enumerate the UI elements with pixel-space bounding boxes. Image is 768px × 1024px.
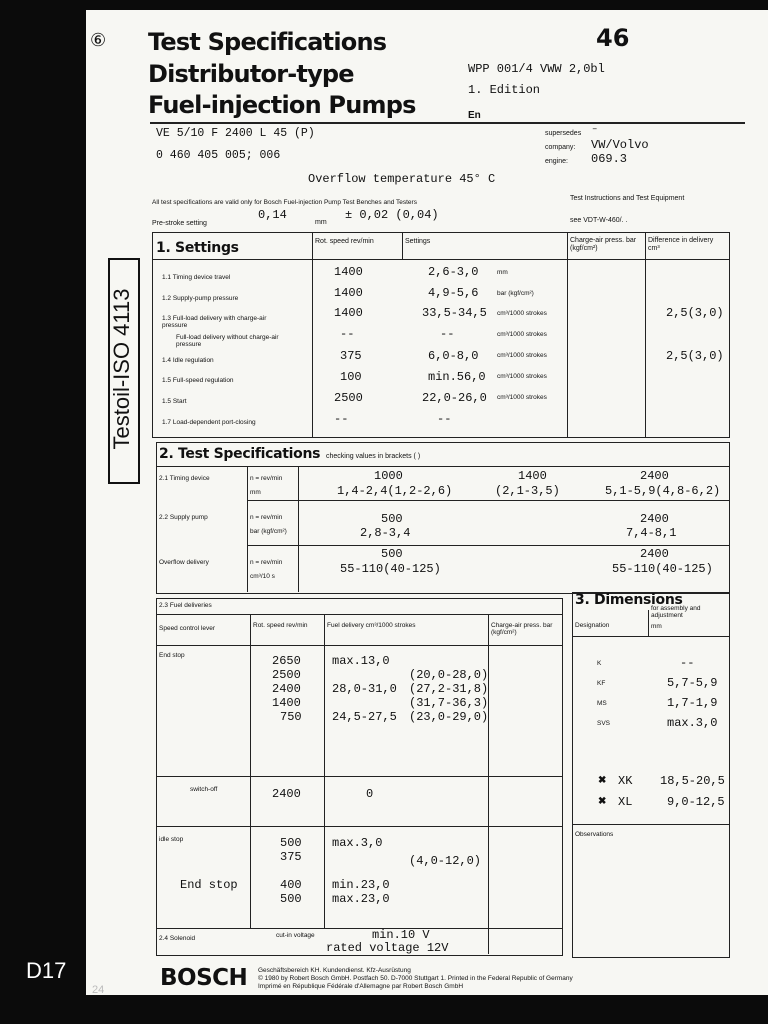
page-number: 46: [596, 24, 630, 52]
test-instructions-value: see VDT-W-460/. .: [570, 217, 628, 224]
overflow-value: 55-110(40-125): [340, 562, 441, 576]
idle-stop-value: max.3,0: [332, 836, 383, 850]
dimension-designation: MS: [597, 700, 607, 707]
dimension-value: 5,7-5,9: [667, 676, 718, 690]
test-spec-heading: 2. Test Specifications: [159, 446, 321, 462]
end-stop-rpm: 2650: [272, 654, 301, 668]
idle-stop-check: (4,0-12,0): [409, 854, 482, 868]
observations-label: Observations: [575, 831, 614, 838]
settings-row-label: 1.4 Idle regulation: [162, 357, 214, 364]
end-stop-value: 28,0-31,0: [332, 682, 397, 696]
dimension-designation: SVS: [597, 720, 611, 727]
prestroke-tolerance: ± 0,02 (0,04): [345, 208, 439, 222]
timing-unit-n: n = rev/min: [250, 475, 283, 482]
test-spec-checking-note: checking values in brackets ( ): [326, 453, 421, 460]
settings-row-unit: mm: [497, 269, 508, 276]
settings-row-rpm: --: [340, 327, 355, 341]
cut-in-value: min.10 V: [372, 928, 430, 942]
timing-unit-mm: mm: [250, 489, 261, 496]
settings-row-rpm: 1400: [334, 306, 363, 320]
settings-row-value: min.56,0: [428, 370, 486, 384]
settings-row-unit: cm³/1000 strokes: [497, 331, 547, 338]
end-stop-check: (23,0-29,0): [409, 710, 489, 724]
settings-row-label: 1.5 Full-speed regulation: [162, 377, 234, 384]
dimension-value: max.3,0: [667, 716, 718, 730]
dimensions-subheading: for assembly and adjustment: [651, 605, 701, 619]
settings-row-label: 1.7 Load-dependent port-closing: [162, 419, 256, 426]
pump-type: VE 5/10 F 2400 L 45 (P): [156, 127, 315, 140]
end-stop-value: 24,5-27,5: [332, 710, 397, 724]
supply-unit-n: n = rev/min: [250, 514, 283, 521]
settings-col-rot: Rot. speed rev/min: [315, 238, 374, 245]
end-stop-2-value: min.23,0: [332, 878, 390, 892]
cross-mark-icon: ✖: [598, 796, 607, 807]
end-stop-2-rpm: 400: [280, 878, 302, 892]
end-stop-rpm: 1400: [272, 696, 301, 710]
settings-row-unit: cm³/1000 strokes: [497, 352, 547, 359]
settings-row-value: 33,5-34,5: [422, 306, 487, 320]
settings-row-label: 1.2 Supply-pump pressure: [162, 295, 239, 302]
supersedes-label: supersedes: [545, 130, 582, 137]
title-line-2: Distributor-type: [148, 60, 354, 88]
end-stop-rpm: 750: [280, 710, 302, 724]
prestroke-label: Pre-stroke setting: [152, 220, 207, 227]
overflow-n: 500: [381, 547, 403, 561]
supply-n: 2400: [640, 512, 669, 526]
settings-row-rpm: 1400: [334, 286, 363, 300]
cut-in-label: cut-in voltage: [276, 932, 315, 939]
switch-off-rpm: 2400: [272, 787, 301, 801]
settings-row-unit: cm³/1000 strokes: [497, 394, 547, 401]
settings-row-unit: cm³/1000 strokes: [497, 310, 547, 317]
settings-row-label: 1.1 Timing device travel: [162, 274, 231, 281]
settings-row-diff: 2,5(3,0): [666, 306, 724, 320]
dimension-value: 9,0-12,5: [667, 795, 725, 809]
end-stop-rpm: 2400: [272, 682, 301, 696]
settings-row-value: 2,6-3,0: [428, 265, 479, 279]
settings-row-label: 1.3 Full-load delivery with charge-air pressure: [162, 315, 267, 329]
fuel-col-fuel: Fuel delivery cm³/1000 strokes: [327, 622, 416, 629]
bosch-logo: BOSCH: [160, 965, 248, 991]
idle-stop-rpm: 500: [280, 836, 302, 850]
tab-label: D17: [26, 958, 67, 983]
dimension-value: 1,7-1,9: [667, 696, 718, 710]
settings-row-rpm: 2500: [334, 391, 363, 405]
supply-value: 2,8-3,4: [360, 526, 411, 540]
ref-code: WPP 001/4 VWW 2,0bl: [468, 62, 605, 76]
settings-row-rpm: 375: [340, 349, 362, 363]
switch-off-label: switch-off: [190, 786, 218, 793]
dimension-designation: XL: [618, 795, 633, 809]
timing-value: 1,4-2,4(1,2-2,6): [337, 484, 453, 498]
supply-n: 500: [381, 512, 403, 526]
idle-stop-rpm: 375: [280, 850, 302, 864]
dimensions-heading: 3. Dimensions: [575, 592, 683, 608]
switch-off-value: 0: [366, 787, 374, 801]
end-stop-check: (31,7-36,3): [409, 696, 489, 710]
test-instructions-label: Test Instructions and Test Equipment: [570, 195, 685, 202]
page-fragment: 24: [92, 984, 105, 996]
end-stop-2-value: max.23,0: [332, 892, 390, 906]
overflow-unit-n: n = rev/min: [250, 559, 283, 566]
end-stop-value: max.13,0: [332, 654, 390, 668]
dimensions-col-designation: Designation: [575, 622, 610, 629]
settings-row-label: Full-load delivery without charge-air pressure: [176, 334, 279, 348]
edition: 1. Edition: [468, 83, 541, 97]
overflow-n: 2400: [640, 547, 669, 561]
settings-row-value: --: [437, 412, 452, 426]
dimensions-col-mm: mm: [651, 623, 662, 630]
supply-value: 7,4-8,1: [626, 526, 677, 540]
timing-label: 2.1 Timing device: [159, 475, 210, 482]
settings-row-rpm: 100: [340, 370, 362, 384]
title-line-3: Fuel-injection Pumps: [148, 91, 416, 119]
company-value: VW/Volvo: [591, 138, 649, 152]
end-stop-check: (27,2-31,8): [409, 682, 489, 696]
settings-row-value: 22,0-26,0: [422, 391, 487, 405]
validity-note: All test specifications are valid only for Bosch Fuel-injection Pump Test Benches and Testers: [152, 199, 417, 206]
supersedes-value: –: [592, 124, 598, 134]
settings-row-rpm: 1400: [334, 265, 363, 279]
settings-row-unit: bar (kgf/cm²): [497, 290, 534, 297]
fuel-col-rot: Rot. speed rev/min: [253, 622, 308, 629]
settings-row-diff: 2,5(3,0): [666, 349, 724, 363]
dimension-value: 18,5-20,5: [660, 774, 725, 788]
timing-value: (2,1-3,5): [495, 484, 560, 498]
testoil-label: Testoil-ISO 4113: [109, 288, 134, 450]
footer-line-3: Imprimé en République Fédérale d'Allemagne par Robert Bosch GmbH: [258, 983, 464, 990]
fuel-col-charge: Charge-air press. bar (kgf/cm²): [491, 622, 553, 636]
fuel-col-lever: Speed control lever: [159, 625, 216, 632]
dimension-designation: XK: [618, 774, 633, 788]
settings-row-label: 1.5 Start: [162, 398, 187, 405]
end-stop-2-rpm: 500: [280, 892, 302, 906]
settings-row-value: 4,9-5,6: [428, 286, 479, 300]
cross-mark-icon: ✖: [598, 775, 607, 786]
supply-unit-bar: bar (kgf/cm²): [250, 528, 287, 535]
engine-value: 069.3: [591, 152, 628, 166]
timing-n: 1000: [374, 469, 403, 483]
end-stop-check: (20,0-28,0): [409, 668, 489, 682]
engine-label: engine:: [545, 158, 568, 165]
end-stop-label: End stop: [159, 652, 185, 659]
supply-label: 2.2 Supply pump: [159, 514, 208, 521]
settings-heading: 1. Settings: [156, 240, 239, 256]
timing-n: 1400: [518, 469, 547, 483]
prestroke-unit: mm: [315, 219, 327, 226]
corner-mark: ⑥: [90, 30, 107, 50]
timing-n: 2400: [640, 469, 669, 483]
settings-row-rpm: --: [334, 412, 349, 426]
idle-stop-label: idle stop: [159, 836, 184, 843]
footer-line-1: Geschäftsbereich KH. Kundendienst. Kfz-Ausrüstung: [258, 967, 411, 974]
header-rule: [150, 122, 745, 124]
timing-value: 5,1-5,9(4,8-6,2): [605, 484, 721, 498]
dimension-designation: K: [597, 660, 602, 667]
footer-line-2: © 1980 by Robert Bosch GmbH. Postfach 50. D-7000 Stuttgart 1. Printed in the Federal Republic of Germany: [258, 975, 573, 982]
end-stop-rpm: 2500: [272, 668, 301, 682]
part-numbers: 0 460 405 005; 006: [156, 149, 281, 162]
title-line-1: Test Specifications: [148, 28, 387, 56]
overflow-temperature: Overflow temperature 45° C: [308, 172, 496, 186]
settings-row-unit: cm³/1000 strokes: [497, 373, 547, 380]
settings-col-diff: Difference in delivery cm³: [648, 237, 714, 252]
dimension-designation: KF: [597, 680, 606, 687]
rated-voltage: rated voltage 12V: [326, 941, 449, 955]
settings-col-charge: Charge-air press. bar (kgf/cm²): [570, 237, 637, 252]
prestroke-value: 0,14: [258, 208, 287, 222]
overflow-value: 55-110(40-125): [612, 562, 713, 576]
settings-row-value: --: [440, 327, 455, 341]
dimension-value: --: [680, 656, 695, 670]
end-stop-2-label: End stop: [180, 878, 238, 892]
overflow-label: Overflow delivery: [159, 559, 209, 566]
company-label: company:: [545, 144, 576, 151]
overflow-unit-cm: cm³/10 s: [250, 573, 275, 580]
language: En: [468, 110, 481, 121]
solenoid-label: 2.4 Solenoid: [159, 935, 196, 942]
fuel-heading: 2.3 Fuel deliveries: [159, 602, 212, 609]
settings-col-set: Settings: [405, 238, 431, 245]
settings-row-value: 6,0-8,0: [428, 349, 479, 363]
